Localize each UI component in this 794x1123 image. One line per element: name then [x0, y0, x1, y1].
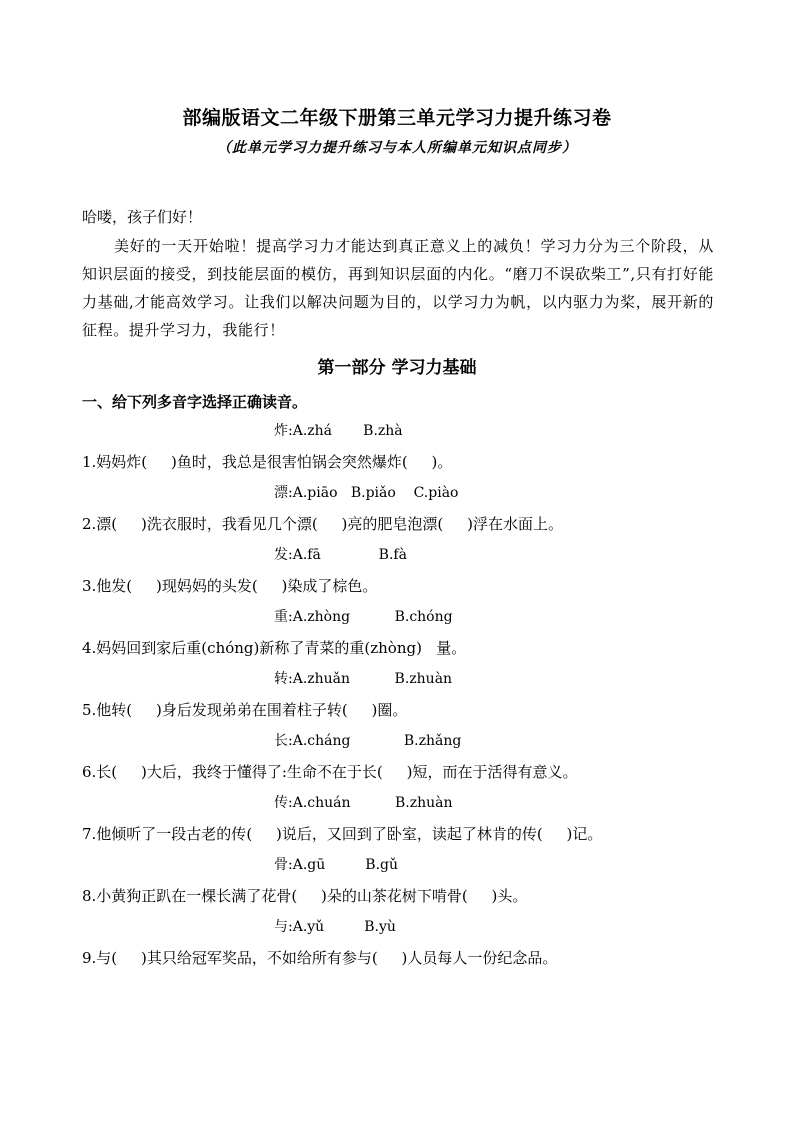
- question-7-sentence: 7.他倾听了一段古老的传( )说后，又回到了卧室，读起了林肯的传( )记。: [82, 825, 603, 843]
- question-3-sentence: 3.他发( )现妈妈的头发( )染成了棕色。: [82, 577, 378, 595]
- intro-paragraph: 美好的一天开始啦！提高学习力才能达到真正意义上的减负！学习力分为三个阶段，从知识层面的接受，到技能层面的模仿，再到知识层面的内化。“磨刀不误砍柴工”,只有打好能力基础,才能高效学习。让我们以解决问题为目的，以学习力为帆，以内驱力为桨，展开新的征程。提升学习力，我能行！: [82, 237, 714, 339]
- section-heading: 一、给下列多音字选择正确读音。: [82, 393, 308, 411]
- worksheet-title: 部编版语文二年级下册第三单元学习力提升练习卷: [182, 107, 612, 129]
- question-8-sentence: 8.小黄狗正趴在一棵长满了花骨( )朵的山茶花树下啃骨( )头。: [82, 887, 528, 905]
- question-8-options: 骨:A.gū B.gǔ: [274, 857, 399, 873]
- question-9-sentence: 9.与( )其只给冠军奖品，不如给所有参与( )人员每人一份纪念品。: [82, 949, 558, 967]
- question-7-options: 传:A.chuán B.zhuàn: [274, 795, 453, 811]
- question-2-sentence: 2.漂( )洗衣服时，我看见几个漂( )亮的肥皂泡漂( )浮在水面上。: [82, 515, 563, 533]
- question-3-options: 发:A.fā B.fà: [274, 547, 407, 563]
- question-4-sentence: 4.妈妈回到家后重(chóng)新称了青菜的重(zhòng) 量。: [82, 639, 467, 657]
- question-9-options: 与:A.yǔ B.yù: [274, 919, 396, 935]
- question-4-options: 重:A.zhòng B.chóng: [274, 609, 453, 625]
- question-6-sentence: 6.长( )大后，我终于懂得了:生命不在于长( )短，而在于活得有意义。: [82, 763, 578, 781]
- question-1-sentence: 1.妈妈炸( )鱼时，我总是很害怕锅会突然爆炸( )。: [82, 453, 453, 471]
- greeting-text: 哈喽，孩子们好！: [82, 208, 203, 226]
- question-5-sentence: 5.他转( )身后发现弟弟在围着柱子转( )圈。: [82, 701, 408, 719]
- question-1-options: 炸:A.zhá B.zhà: [274, 423, 403, 439]
- worksheet-subtitle: （此单元学习力提升练习与本人所编单元知识点同步）: [217, 140, 577, 156]
- question-2-options: 漂:A.piāo B.piǎo C.piào: [274, 485, 459, 501]
- question-6-options: 长:A.cháng B.zhǎng: [274, 733, 462, 749]
- part-heading: 第一部分 学习力基础: [317, 358, 477, 378]
- question-5-options: 转:A.zhuǎn B.zhuàn: [274, 671, 453, 687]
